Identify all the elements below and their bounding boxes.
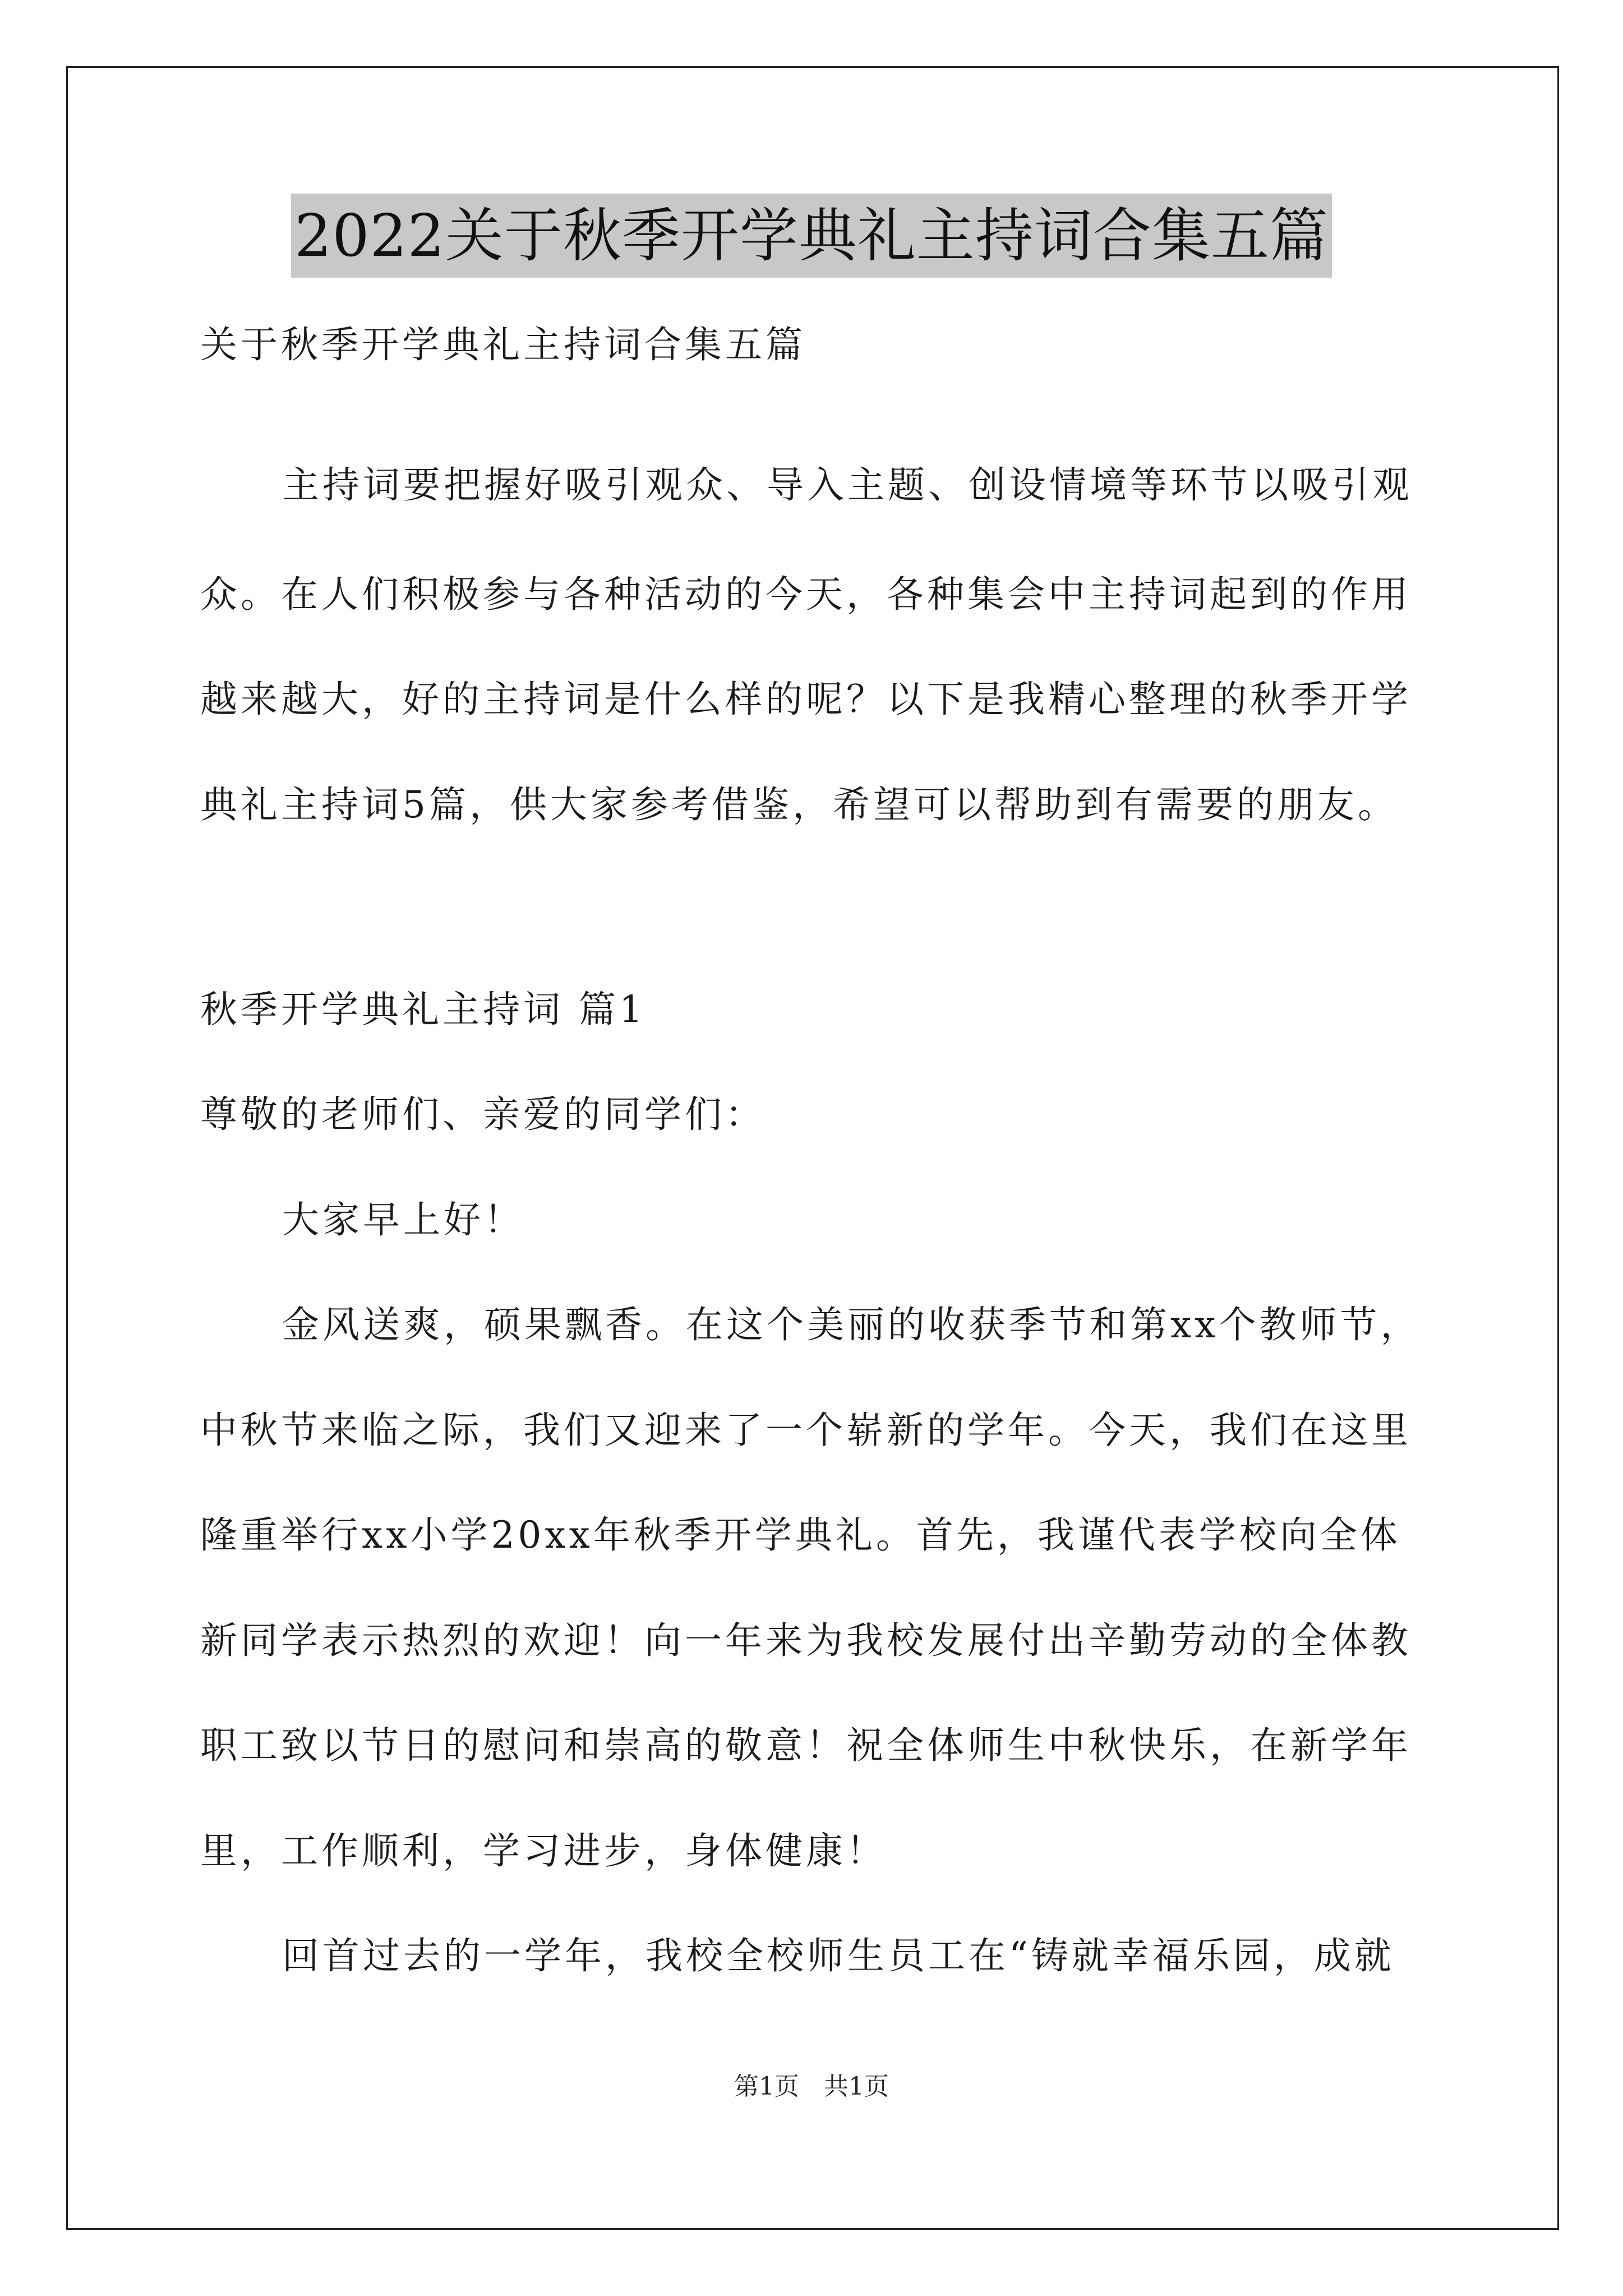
paragraph-line: 职工致以节日的慰问和崇高的敬意！祝全体师生中秋快乐，在新学年 <box>200 1724 1412 1767</box>
paragraph-line: 隆重举行xx小学20xx年秋季开学典礼。首先，我谨代表学校向全体 <box>200 1513 1401 1557</box>
page-number: 第1页 <box>734 2072 799 2101</box>
paragraph-line: 金风送爽，硕果飘香。在这个美丽的收获季节和第xx个教师节， <box>282 1303 1421 1346</box>
subtitle-line: 关于秋季开学典礼主持词合集五篇 <box>200 323 806 366</box>
paragraph-line: 新同学表示热烈的欢迎！向一年来为我校发展付出辛勤劳动的全体教 <box>200 1619 1412 1662</box>
document-title: 2022关于秋季开学典礼主持词合集五篇 <box>291 194 1332 278</box>
paragraph-line: 里，工作顺利，学习进步，身体健康！ <box>200 1829 887 1872</box>
page-border <box>66 66 1559 2230</box>
paragraph-line: 中秋节来临之际，我们又迎来了一个崭新的学年。今天，我们在这里 <box>200 1409 1412 1452</box>
section-heading: 秋季开学典礼主持词 篇1 <box>200 988 646 1031</box>
paragraph-line: 主持词要把握好吸引观众、导入主题、创设情境等环节以吸引观 <box>282 463 1413 507</box>
paragraph-line: 越来越大，好的主持词是什么样的呢？以下是我精心整理的秋季开学 <box>200 678 1412 721</box>
greeting-line: 大家早上好！ <box>282 1198 524 1241</box>
page-footer <box>0 2070 1623 2104</box>
page-total: 共1页 <box>824 2072 889 2101</box>
paragraph-line: 典礼主持词5篇，供大家参考借鉴，希望可以帮助到有需要的朋友。 <box>200 783 1398 826</box>
title-container <box>0 194 1623 278</box>
paragraph-line: 众。在人们积极参与各种活动的今天，各种集会中主持词起到的作用 <box>200 573 1412 616</box>
salutation-line: 尊敬的老师们、亲爱的同学们： <box>200 1093 766 1136</box>
paragraph-line: 回首过去的一学年，我校全校师生员工在“铸就幸福乐园，成就 <box>282 1934 1395 1977</box>
